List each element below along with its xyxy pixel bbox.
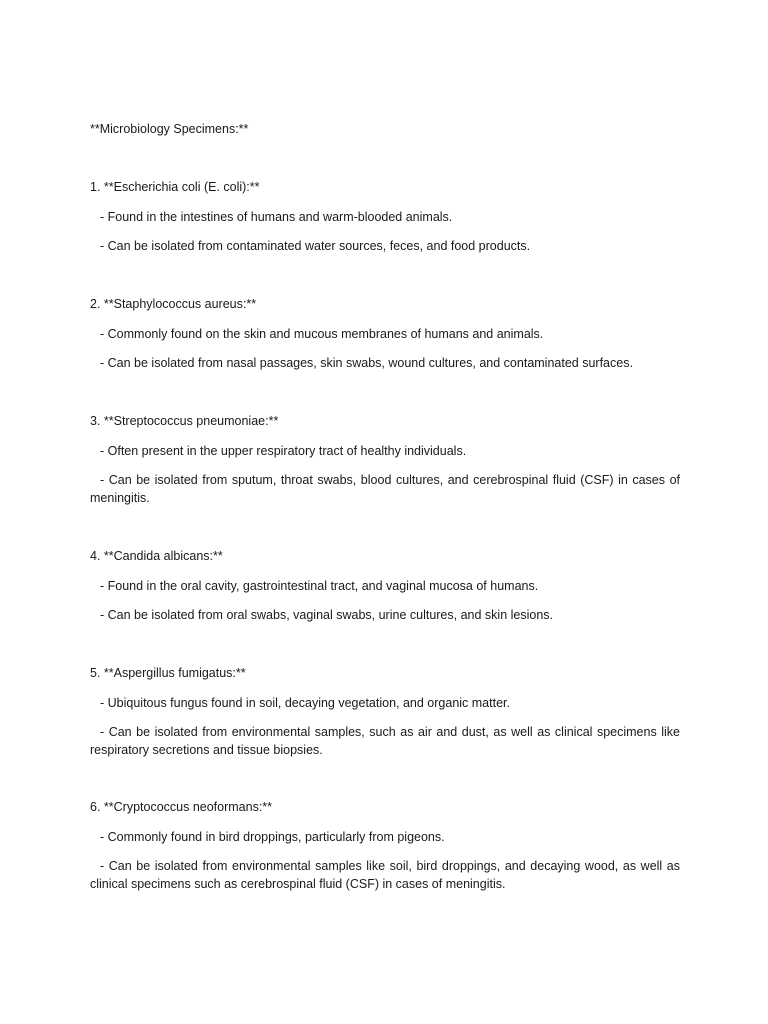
document-heading: **Microbiology Specimens:**: [90, 122, 249, 136]
specimen-bullet: - Ubiquitous fungus found in soil, decaying vegetation, and organic matter.: [100, 696, 510, 710]
specimen-title: 3. **Streptococcus pneumoniae:**: [90, 414, 279, 428]
specimen-title: 4. **Candida albicans:**: [90, 549, 223, 563]
specimen-bullet: - Commonly found in bird droppings, particularly from pigeons.: [100, 830, 445, 844]
specimen-bullet: - Can be isolated from environmental samples like soil, bird droppings, and decaying wood, as well as clinical specimens such as cerebrospinal fluid (CSF) in cases of meningitis.: [90, 859, 680, 891]
specimen-section: [90, 548, 680, 624]
specimen-section: [90, 179, 680, 255]
specimen-bullet: - Found in the intestines of humans and warm-blooded animals.: [100, 210, 453, 224]
specimen-title: 2. **Staphylococcus aureus:**: [90, 297, 257, 311]
specimen-title: 6. **Cryptococcus neoformans:**: [90, 800, 273, 814]
specimen-bullet: - Can be isolated from sputum, throat swabs, blood cultures, and cerebrospinal fluid (CSF) in cases of meningitis.: [90, 473, 680, 505]
specimen-section: [90, 296, 680, 372]
specimen-bullet: - Found in the oral cavity, gastrointestinal tract, and vaginal mucosa of humans.: [100, 579, 539, 593]
specimen-bullet: - Can be isolated from contaminated water sources, feces, and food products.: [100, 239, 531, 253]
specimen-bullet: - Can be isolated from nasal passages, skin swabs, wound cultures, and contaminated surfaces.: [100, 356, 633, 370]
specimen-section: [90, 799, 680, 893]
specimen-section: [90, 413, 680, 507]
specimen-section: [90, 665, 680, 759]
specimen-bullet: - Often present in the upper respiratory tract of healthy individuals.: [100, 444, 467, 458]
document-page: [90, 0, 680, 1024]
specimen-bullet: - Can be isolated from oral swabs, vaginal swabs, urine cultures, and skin lesions.: [100, 608, 553, 622]
specimen-bullet: - Commonly found on the skin and mucous membranes of humans and animals.: [100, 327, 544, 341]
specimen-title: 1. **Escherichia coli (E. coli):**: [90, 180, 260, 194]
specimen-title: 5. **Aspergillus fumigatus:**: [90, 666, 246, 680]
specimen-bullet: - Can be isolated from environmental samples, such as air and dust, as well as clinical specimens like respiratory secretions and tissue biopsies.: [90, 725, 680, 757]
